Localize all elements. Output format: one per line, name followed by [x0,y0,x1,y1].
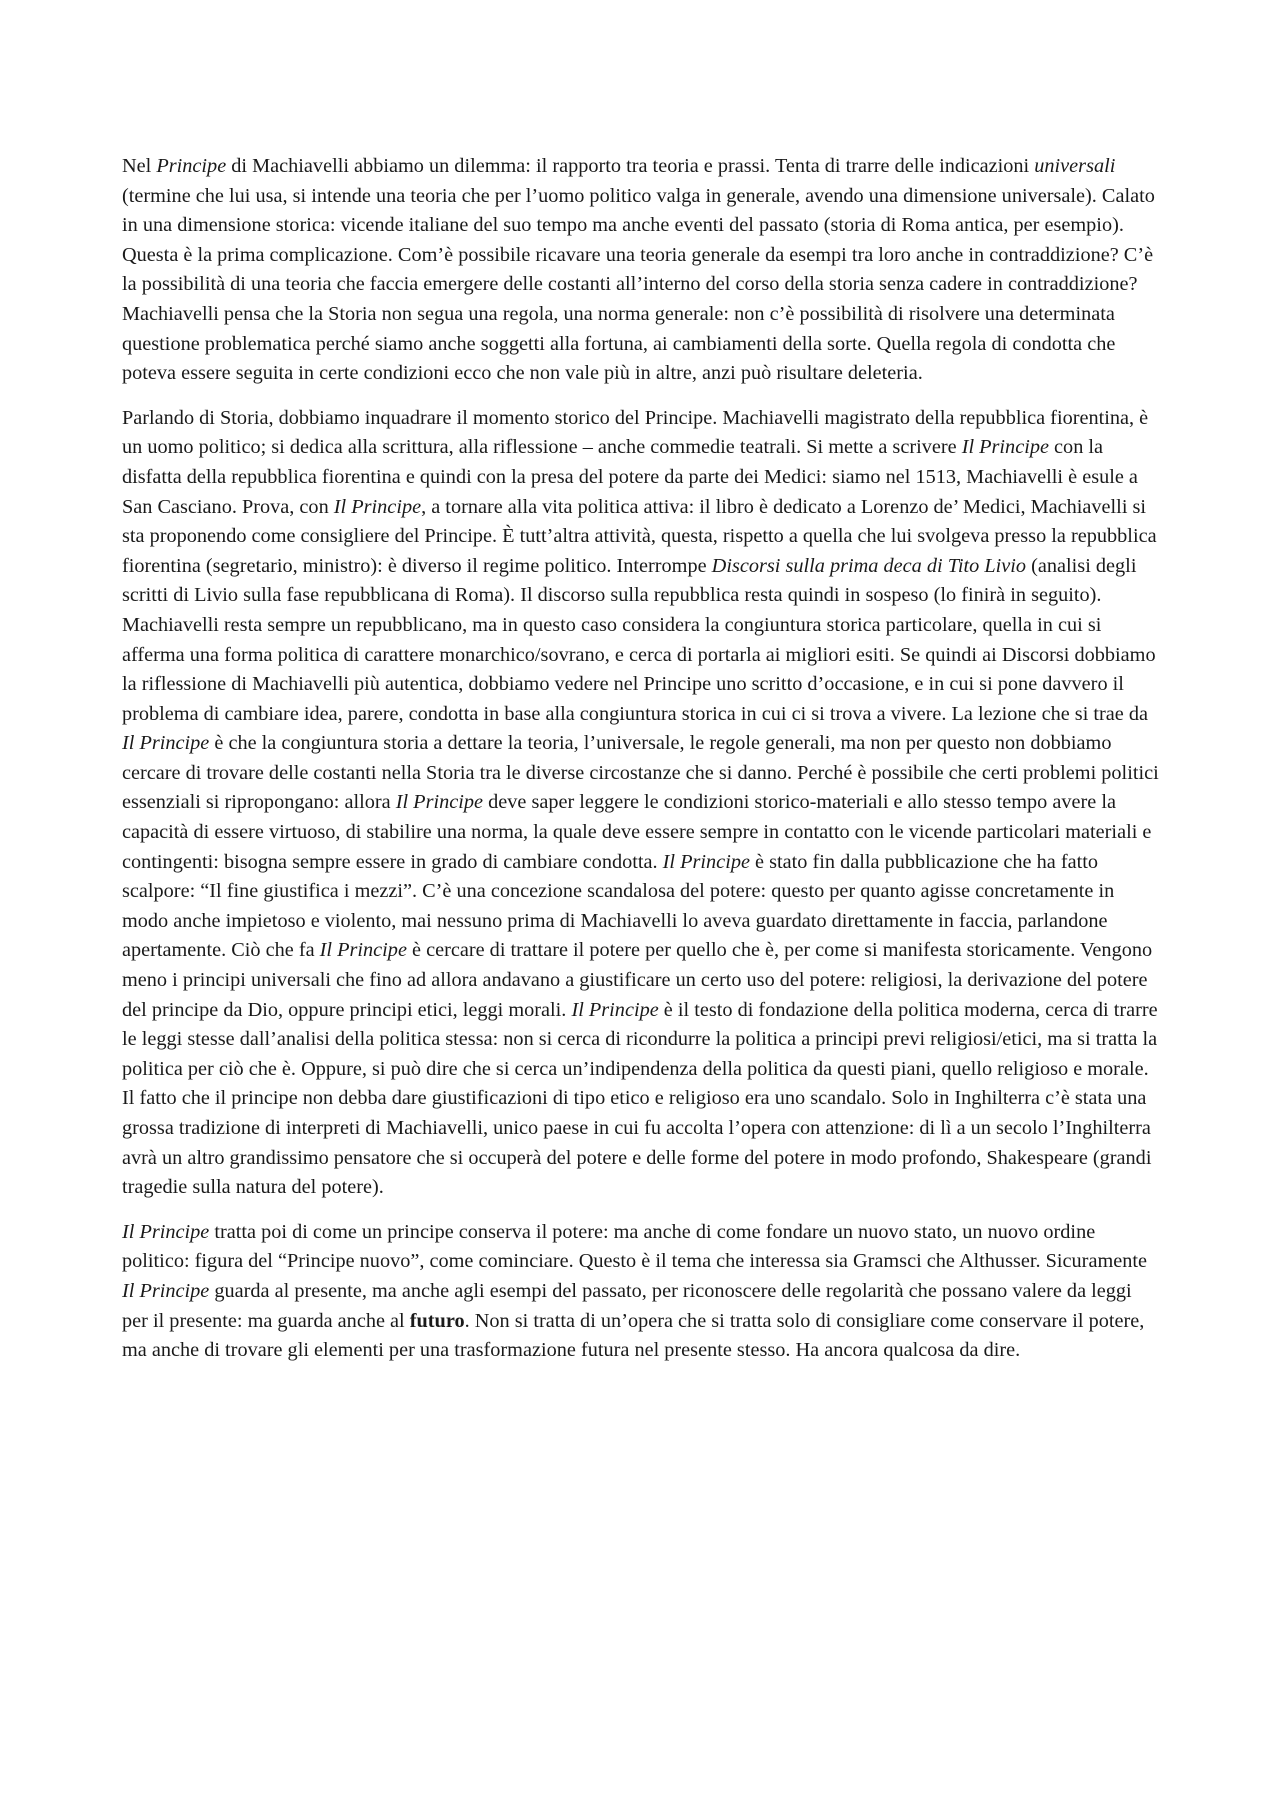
paragraph-2 [122,404,1162,1203]
italic-text-run: Il Principe [395,791,484,814]
italic-text-run: Il Principe [122,732,210,755]
document-body [122,152,1162,1381]
paragraph-3 [122,1218,1162,1366]
text-run: di Machiavelli abbiamo un dilemma: il rapporto tra teoria e prassi. Tenta di trarre delle indicazioni [226,155,1035,177]
italic-text-run: Principe [156,155,227,177]
italic-text-run: Il Principe [333,495,422,518]
text-run: è stato fin dalla pubblicazione che ha fatto scalpore: “Il fine giustifica i mezzi”. C’è una concezione scandalosa del potere: questo per quanto agisse concretamente in modo anche impietoso e violento, mai nessuno prima di Machiavelli lo aveva guardato direttamente in faccia, parlandone apertamente. Ciò che fa [122,850,1115,962]
text-run: Parlando di Storia, dobbiamo inquadrare il momento storico del Principe. Machiavelli magistrato della repubblica fiorentina, è un uomo politico; si dedica alla scrittura, alla riflessione – anche commedie teatrali. Si mette a scrivere [122,406,1149,459]
italic-text-run: Il Principe [961,436,1049,459]
italic-text-run: Il Principe [122,1279,210,1302]
italic-text-run: Discorsi sulla prima deca di Tito Livio [711,554,1027,577]
paragraph-1 [122,152,1162,389]
text-run: tratta poi di come un principe conserva il potere: ma anche di come fondare un nuovo stato, un nuovo ordine politico: figura del “Principe nuovo”, come cominciare. Questo è il tema che interessa sia Gramsci che Althusser. Sicuramente [122,1220,1147,1273]
italic-text-run: universali [1034,155,1116,177]
italic-text-run: Il Principe [319,939,407,962]
text-run: è il testo di fondazione della politica moderna, cerca di trarre le leggi stesse dall’analisi della politica stessa: non si cerca di ricondurre la politica a principi previ religiosi/etici, ma si tratta la politica per ciò che è. Oppure, si può dire che si cerca un’indipendenza della politica da questi piani, quello religioso e morale. Il fatto che il principe non debba dare giustificazioni di tipo etico e religioso era uno scandalo. Solo in Inghilterra c’è stata una grossa tradizione di interpreti di Machiavelli, unico paese in cui fu accolta l’opera con attenzione: di lì a un secolo l’Inghilterra avrà un altro grandissimo pensatore che si occuperà del potere e delle forme del potere in modo profondo, Shakespeare (grandi tragedie sulla natura del potere). [122,998,1158,1199]
text-run: è cercare di trattare il potere per quello che è, per come si manifesta storicamente. Vengono meno i principi universali che fino ad allora andavano a giustificare un certo uso del potere: religiosi, la derivazione del potere del principe da Dio, oppure principi etici, leggi morali. [122,939,1153,1021]
text-run: Nel [122,155,157,177]
text-run: (termine che lui usa, si intende una teoria che per l’uomo politico valga in generale, avendo una dimensione universale). Calato in una dimensione storica: vicende italiane del suo tempo ma anche eventi del passato (storia di Roma antica, per esempio). Questa è la prima complicazione. Com’è possibile ricavare una teoria generale da esempi tra loro anche in contraddizione? C’è la possibilità di una teoria che faccia emergere delle costanti all’interno del corso della storia senza cadere in contraddizione? Machiavelli pensa che la Storia non segua una regola, una norma generale: non c’è possibilità di risolvere una determinata questione problematica perché siamo anche soggetti alla fortuna, ai cambiamenti della sorte. Quella regola di condotta che poteva essere seguita in certe condizioni ecco che non vale più in altre, anzi può risultare deleteria. [122,184,1155,385]
italic-text-run: Il Principe [122,1220,210,1243]
text-run: è che la congiuntura storia a dettare la teoria, l’universale, le regole generali, ma non per questo non dobbiamo cercare di trovare delle costanti nella Storia tra le diverse circostanze che si danno. Perché è possibile che certi problemi politici essenziali si ripropongano: allora [122,732,1159,814]
bold-text-run: futuro [409,1309,465,1332]
text-run: , a tornare alla vita politica attiva: il libro è dedicato a Lorenzo de’ Medici, Machiavelli si sta proponendo come consigliere del Principe. È tutt’altra attività, questa, rispetto a quella che lui svolgeva presso la repubblica fiorentina (segretario, ministro): è diverso il regime politico. Interrompe [122,495,1157,577]
italic-text-run: Il Principe [662,850,750,873]
italic-text-run: Il Principe [571,998,659,1021]
text-run: guarda al presente, ma anche agli esempi del passato, per riconoscere delle regolarità che possano valere da leggi per il presente: ma guarda anche al [122,1279,1132,1332]
text-run: (analisi degli scritti di Livio sulla fase repubblicana di Roma). Il discorso sulla repubblica resta quindi in sospeso (lo finirà in seguito). Machiavelli resta sempre un repubblicano, ma in questo caso considera la congiuntura storica particolare, quella in cui si afferma una forma politica di carattere monarchico/sovrano, e cerca di portarla ai migliori esiti. Se quindi ai Discorsi dobbiamo la riflessione di Machiavelli più autentica, dobbiamo vedere nel Principe uno scritto d’occasione, e in cui si pone davvero il problema di cambiare idea, parere, condotta in base alla congiuntura storica in cui ci si trova a vivere. La lezione che si trae da [122,554,1156,725]
text-run: . Non si tratta di un’opera che si tratta solo di consigliare come conservare il potere, ma anche di trovare gli elementi per una trasformazione futura nel presente stesso. Ha ancora qualcosa da dire. [122,1309,1145,1362]
text-run: con la disfatta della repubblica fiorentina e quindi con la presa del potere da parte dei Medici: siamo nel 1513, Machiavelli è esule a San Casciano. Prova, con [122,436,1138,518]
text-run: deve saper leggere le condizioni storico-materiali e allo stesso tempo avere la capacità di essere virtuoso, di stabilire una norma, la quale deve essere sempre in contatto con le vicende particolari materiali e contingenti: bisogna sempre essere in grado di cambiare condotta. [122,791,1152,873]
